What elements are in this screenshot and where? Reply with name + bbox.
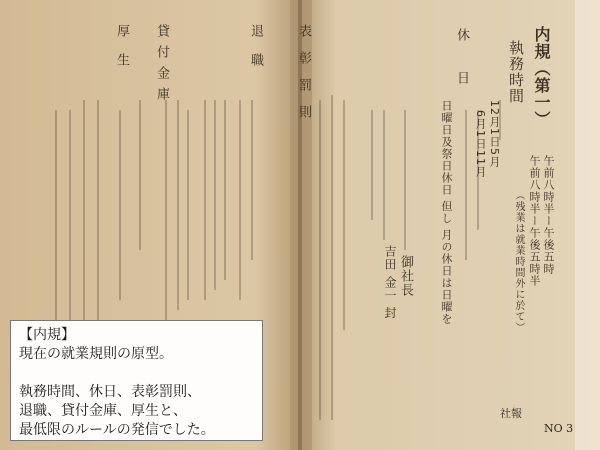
welfare-heading: 厚生 (114, 24, 129, 82)
loan-heading: 貸付金庫 (154, 24, 169, 108)
caption-line-3: 退職、貸付金庫、厚生と、 (19, 403, 187, 419)
holiday-text: 日曜日及祭日休日 但し 月の休日は日曜を (440, 100, 453, 325)
work-dates-2: 6月1日11月 (474, 110, 487, 178)
doc-title: 内規（第一） (532, 26, 551, 128)
caption-box (10, 320, 263, 441)
page-label: 社報 (500, 407, 522, 420)
page-number: NO 3 (544, 422, 574, 435)
retire-heading: 退職 (248, 24, 263, 82)
signature-president: 御社長 (398, 255, 413, 297)
caption-line-2: 執務時間、休日、表彰罰則、 (19, 384, 201, 400)
holiday-heading: 休日 (454, 28, 469, 114)
section-heading-work-hours: 執務時間 (507, 40, 525, 104)
hours-note-3: （残業は就業時間外に於て） (513, 190, 524, 333)
caption-heading: 【内規】 (19, 327, 75, 343)
praise-heading: 表彰罰則 (296, 24, 311, 132)
caption-line-4: 最低限のルールの発信でした。 (19, 422, 215, 438)
caption-spacer (19, 364, 254, 383)
work-dates-1: 12月1日5月 (488, 100, 501, 168)
seal-text: 吉田 金一 封 (383, 245, 397, 320)
hours-note-1: 午前八時半ー午後五時 (542, 155, 555, 275)
caption-line-1: 現在の就業規則の原型。 (19, 346, 173, 362)
hours-note-2: 午前八時半ー午後五時半 (528, 155, 541, 287)
